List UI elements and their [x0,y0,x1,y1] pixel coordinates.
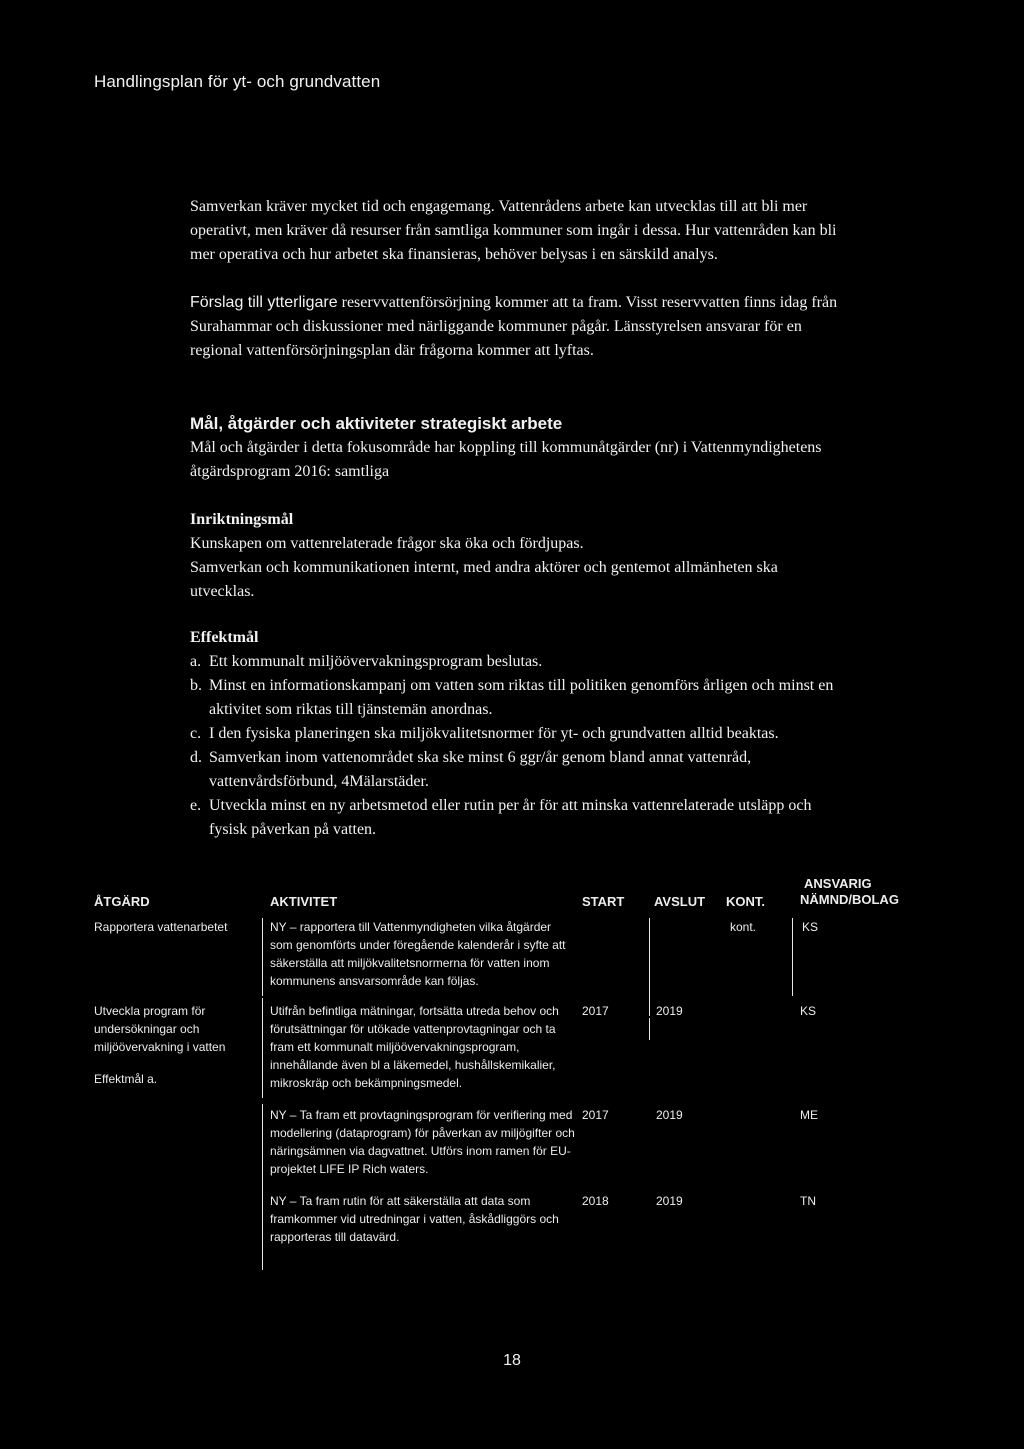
effektmal-item [190,722,840,746]
column-rule [262,1104,263,1202]
effektmal-item [190,674,840,722]
row2-atgard: Utveckla program för undersökningar och miljöövervakning i vatten [94,1004,226,1054]
row1-kont: kont. [730,920,757,934]
intro-paragraph-2-lead: Förslag till ytterligare [190,294,338,311]
document-header: Handlingsplan för yt- och grundvatten [94,72,381,91]
header-avslut: AVSLUT [654,894,706,909]
effektmal-text: Minst en informationskampanj om vatten som riktas till politiken genomförs årligen och minst en aktivitet som riktas till tjänstemän anordnas. [209,677,834,718]
row4-aktivitet: NY – Ta fram rutin för att säkerställa att data som framkommer vid utredningar i vatten, åskådliggörs och rapporteras till datavärd. [270,1194,559,1244]
header-aktivitet: AKTIVITET [270,894,338,909]
row3-aktivitet: NY – Ta fram ett provtagningsprogram för verifiering med modellering (dataprogram) för påverkan av miljögifter och näringsämnen via dagvattnet. Utförs inom ramen för EU-projektet LIFE IP Rich waters. [270,1108,575,1176]
row4-start: 2018 [582,1194,609,1208]
row2-avslut: 2019 [656,1004,683,1018]
row3-avslut: 2019 [656,1108,683,1122]
column-rule [262,918,263,996]
effektmal-item [190,794,840,842]
row2-ansvarig: KS [800,1004,817,1018]
column-rule [649,1018,650,1040]
row3-ansvarig: ME [800,1108,818,1122]
column-rule [262,1190,263,1270]
effektmal-list [190,650,840,842]
header-start: START [582,894,625,909]
section-heading: Mål, åtgärder och aktiviteter strategiskt arbete [190,414,563,433]
column-rule [792,918,793,996]
row3-start: 2017 [582,1108,609,1122]
strategy-section [190,412,840,842]
header-kont: KONT. [726,894,765,909]
row2-aktivitet: Utifrån befintliga mätningar, fortsätta utreda behov och förutsättningar för utökade vattenprovtagningar och ta fram ett kommunalt miljöövervakningsprogram, innehållande även bl a läkemedel, hushållskemikalier, mikroskräp och bekämpningsmedel. [270,1004,559,1090]
intro-section [190,195,840,363]
inriktningsmal-item-1: Kunskapen om vattenrelaterade frågor ska öka och fördjupas. [190,535,584,552]
effektmal-item [190,746,840,794]
header-ansvarig-line1: ANSVARIG [804,876,872,891]
inriktningsmal-item-2: Samverkan och kommunikationen internt, med andra aktörer och gentemot allmänheten ska utvecklas. [190,559,778,600]
row1-ansvarig: KS [802,920,819,934]
inriktningsmal-heading: Inriktningsmål [190,511,294,528]
effektmal-letter: c. [190,725,202,742]
effektmal-letter: b. [190,677,202,694]
section-text: Mål och åtgärder i detta fokusområde har koppling till kommunåtgärder (nr) i Vattenmyndighetens åtgärdsprogram 2016: samtliga [190,439,822,480]
effektmal-text: Ett kommunalt miljöövervakningsprogram beslutas. [209,653,543,670]
row1-aktivitet: NY – rapportera till Vattenmyndigheten vilka åtgärder som genomförts under föregående kalenderår i syfte att säkerställa att miljökvalitetsnormerna för vatten inom kommunens ansvarsområde kan följas. [270,920,566,988]
header-ansvarig [800,876,899,908]
header-ansvarig-line2: NÄMND/BOLAG [800,892,899,907]
effektmal-text: Utveckla minst en ny arbetsmetod eller rutin per år för att minska vattenrelaterade utsläpp och fysisk påverkan på vatten. [209,797,812,838]
intro-paragraph-1: Samverkan kräver mycket tid och engagemang. Vattenrådens arbete kan utvecklas till att bli mer operativt, men kräver då resurser från samtliga kommuner som ingår i dessa. Hur vattenråden kan bli mer operativa och hur arbetet ska finansieras, behöver belysas i en särskild analys. [190,198,837,263]
effektmal-text: Samverkan inom vattenområdet ska ske minst 6 ggr/år genom bland annat vattenråd, vattenvårdsförbund, 4Mälarstäder. [209,749,752,790]
effektmal-letter: a. [190,653,202,670]
row2-start: 2017 [582,1004,609,1018]
page-number: 18 [503,1352,521,1369]
intro-paragraph-2-rest: reservvattenförsörjning kommer att ta fram. Visst reservvatten finns idag från Surahammar och diskussioner med närliggande kommuner pågår. Länsstyrelsen ansvarar för en regional vattenförsörjningsplan där frågorna kommer att lyftas. [190,294,838,359]
row2-atgard-note: Effektmål a. [94,1072,158,1086]
column-rule [262,998,263,1098]
header-atgard: ÅTGÄRD [94,894,150,909]
column-rule [649,918,650,1016]
effektmal-item [190,650,840,674]
effektmal-text: I den fysiska planeringen ska miljökvalitetsnormer för yt- och grundvatten alltid beaktas. [209,725,779,742]
row1-atgard: Rapportera vattenarbetet [94,920,228,934]
effektmal-letter: d. [190,749,202,766]
row4-avslut: 2019 [656,1194,683,1208]
effektmal-letter: e. [190,797,202,814]
intro-paragraph-2 [190,291,840,363]
effektmal-heading: Effektmål [190,629,259,646]
row4-ansvarig: TN [800,1194,816,1208]
